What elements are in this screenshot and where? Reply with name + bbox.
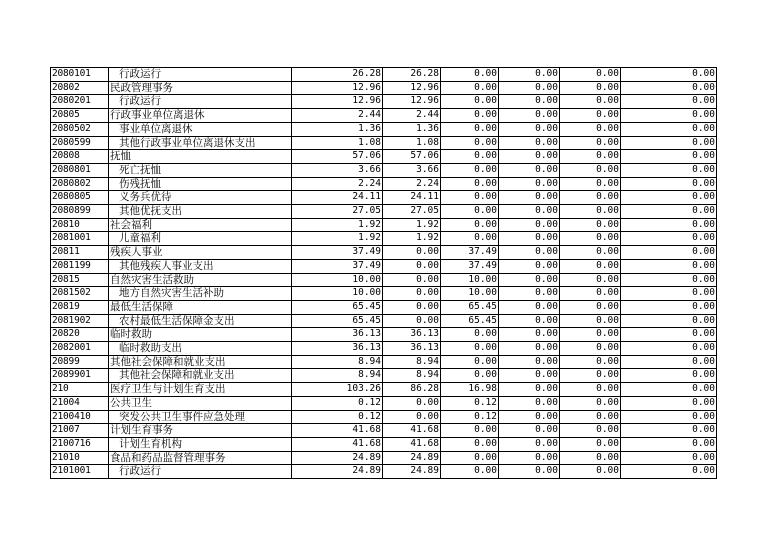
amount-cell: 24.89 [292, 451, 383, 465]
subject-name-cell: 事业单位离退休 [109, 122, 292, 136]
subject-name-cell: 儿童福利 [109, 232, 292, 246]
amount-cell: 0.00 [441, 424, 499, 438]
amount-cell: 0.00 [560, 369, 621, 383]
amount-cell: 24.89 [383, 451, 441, 465]
amount-cell: 1.92 [292, 218, 383, 232]
amount-cell: 24.11 [383, 191, 441, 205]
subject-name-cell: 死亡抚恤 [109, 163, 292, 177]
amount-cell: 37.49 [292, 259, 383, 273]
amount-cell: 0.00 [621, 314, 717, 328]
amount-cell: 0.00 [560, 150, 621, 164]
amount-cell: 0.00 [499, 218, 560, 232]
amount-cell: 0.00 [560, 122, 621, 136]
amount-cell: 10.00 [292, 287, 383, 301]
amount-cell: 0.00 [441, 355, 499, 369]
amount-cell: 0.00 [560, 177, 621, 191]
amount-cell: 1.08 [292, 136, 383, 150]
table-row [51, 451, 717, 465]
amount-cell: 0.00 [621, 205, 717, 219]
amount-cell: 0.00 [499, 136, 560, 150]
subject-name-cell: 其他社会保障和就业支出 [109, 369, 292, 383]
table-row [51, 95, 717, 109]
amount-cell: 0.00 [560, 136, 621, 150]
amount-cell: 0.00 [499, 314, 560, 328]
amount-cell: 0.00 [621, 81, 717, 95]
amount-cell: 0.00 [499, 465, 560, 479]
amount-cell: 2.24 [383, 177, 441, 191]
amount-cell: 0.00 [560, 81, 621, 95]
table-row [51, 246, 717, 260]
subject-code-cell: 20811 [51, 246, 109, 260]
amount-cell: 0.12 [292, 396, 383, 410]
amount-cell: 0.00 [560, 68, 621, 82]
amount-cell: 0.00 [560, 287, 621, 301]
amount-cell: 0.00 [499, 191, 560, 205]
amount-cell: 0.00 [621, 383, 717, 397]
amount-cell: 1.92 [383, 232, 441, 246]
subject-code-cell: 20899 [51, 355, 109, 369]
subject-name-cell: 其他社会保障和就业支出 [109, 355, 292, 369]
subject-name-cell: 公共卫生 [109, 396, 292, 410]
table-row [51, 163, 717, 177]
subject-code-cell: 2080801 [51, 163, 109, 177]
amount-cell: 0.00 [383, 273, 441, 287]
amount-cell: 0.00 [499, 177, 560, 191]
amount-cell: 0.00 [441, 177, 499, 191]
table-row [51, 109, 717, 123]
subject-code-cell: 210 [51, 383, 109, 397]
amount-cell: 0.00 [499, 109, 560, 123]
subject-name-cell: 计划生育机构 [109, 437, 292, 451]
amount-cell: 0.00 [499, 205, 560, 219]
amount-cell: 0.00 [499, 81, 560, 95]
amount-cell: 0.00 [560, 109, 621, 123]
subject-name-cell: 行政运行 [109, 95, 292, 109]
amount-cell: 0.00 [441, 122, 499, 136]
amount-cell: 0.00 [441, 465, 499, 479]
subject-name-cell: 食品和药品监督管理事务 [109, 451, 292, 465]
amount-cell: 1.92 [383, 218, 441, 232]
amount-cell: 0.00 [560, 300, 621, 314]
amount-cell: 0.00 [499, 451, 560, 465]
subject-code-cell: 20810 [51, 218, 109, 232]
subject-name-cell: 突发公共卫生事件应急处理 [109, 410, 292, 424]
amount-cell: 24.89 [383, 465, 441, 479]
amount-cell: 0.00 [441, 232, 499, 246]
subject-code-cell: 2101001 [51, 465, 109, 479]
table-row [51, 273, 717, 287]
amount-cell: 0.00 [621, 437, 717, 451]
subject-code-cell: 21004 [51, 396, 109, 410]
subject-name-cell: 临时救助 [109, 328, 292, 342]
amount-cell: 8.94 [292, 369, 383, 383]
amount-cell: 0.00 [560, 232, 621, 246]
amount-cell: 2.44 [383, 109, 441, 123]
amount-cell: 0.00 [621, 300, 717, 314]
amount-cell: 1.36 [383, 122, 441, 136]
amount-cell: 0.00 [560, 465, 621, 479]
amount-cell: 0.00 [560, 410, 621, 424]
subject-code-cell: 2081902 [51, 314, 109, 328]
amount-cell: 0.00 [499, 396, 560, 410]
amount-cell: 0.00 [621, 246, 717, 260]
amount-cell: 0.12 [441, 410, 499, 424]
subject-code-cell: 2081502 [51, 287, 109, 301]
subject-code-cell: 2089901 [51, 369, 109, 383]
amount-cell: 0.00 [441, 150, 499, 164]
amount-cell: 0.00 [499, 287, 560, 301]
amount-cell: 65.45 [292, 300, 383, 314]
subject-name-cell: 伤残抚恤 [109, 177, 292, 191]
amount-cell: 0.00 [499, 437, 560, 451]
amount-cell: 0.00 [621, 177, 717, 191]
subject-code-cell: 2100716 [51, 437, 109, 451]
subject-code-cell: 2080502 [51, 122, 109, 136]
amount-cell: 36.13 [292, 342, 383, 356]
amount-cell: 0.00 [499, 369, 560, 383]
amount-cell: 0.00 [621, 218, 717, 232]
amount-cell: 0.00 [441, 328, 499, 342]
subject-name-cell: 社会福利 [109, 218, 292, 232]
table-row [51, 232, 717, 246]
table-row [51, 218, 717, 232]
amount-cell: 8.94 [292, 355, 383, 369]
table-row [51, 81, 717, 95]
table-row [51, 410, 717, 424]
subject-name-cell: 义务兵优待 [109, 191, 292, 205]
subject-name-cell: 残疾人事业 [109, 246, 292, 260]
amount-cell: 0.00 [499, 95, 560, 109]
amount-cell: 65.45 [292, 314, 383, 328]
amount-cell: 10.00 [441, 273, 499, 287]
amount-cell: 0.00 [560, 383, 621, 397]
amount-cell: 0.00 [621, 259, 717, 273]
table-row [51, 328, 717, 342]
amount-cell: 2.44 [292, 109, 383, 123]
table-row [51, 287, 717, 301]
amount-cell: 0.00 [560, 424, 621, 438]
subject-name-cell: 临时救助支出 [109, 342, 292, 356]
amount-cell: 0.00 [383, 300, 441, 314]
subject-name-cell: 抚恤 [109, 150, 292, 164]
amount-cell: 0.00 [383, 287, 441, 301]
subject-name-cell: 民政管理事务 [109, 81, 292, 95]
amount-cell: 0.00 [621, 191, 717, 205]
amount-cell: 41.68 [292, 424, 383, 438]
amount-cell: 16.98 [441, 383, 499, 397]
amount-cell: 37.49 [441, 246, 499, 260]
amount-cell: 12.96 [383, 81, 441, 95]
amount-cell: 24.89 [292, 465, 383, 479]
amount-cell: 0.00 [560, 163, 621, 177]
amount-cell: 0.00 [621, 68, 717, 82]
table-row [51, 205, 717, 219]
amount-cell: 0.00 [499, 259, 560, 273]
amount-cell: 0.00 [499, 300, 560, 314]
table-row [51, 424, 717, 438]
amount-cell: 0.00 [621, 328, 717, 342]
amount-cell: 0.00 [499, 410, 560, 424]
amount-cell: 0.00 [499, 163, 560, 177]
amount-cell: 0.00 [499, 342, 560, 356]
subject-code-cell: 21007 [51, 424, 109, 438]
amount-cell: 36.13 [383, 328, 441, 342]
amount-cell: 8.94 [383, 355, 441, 369]
amount-cell: 0.00 [499, 383, 560, 397]
amount-cell: 0.00 [621, 122, 717, 136]
amount-cell: 0.00 [383, 314, 441, 328]
table-row [51, 259, 717, 273]
subject-name-cell: 行政运行 [109, 68, 292, 82]
amount-cell: 0.00 [499, 232, 560, 246]
budget-sheet [50, 67, 717, 479]
amount-cell: 26.28 [292, 68, 383, 82]
amount-cell: 27.05 [383, 205, 441, 219]
amount-cell: 12.96 [383, 95, 441, 109]
table-row [51, 191, 717, 205]
subject-code-cell: 20815 [51, 273, 109, 287]
subject-code-cell: 2080201 [51, 95, 109, 109]
table-row [51, 136, 717, 150]
amount-cell: 0.00 [560, 328, 621, 342]
amount-cell: 0.00 [383, 410, 441, 424]
amount-cell: 0.12 [292, 410, 383, 424]
amount-cell: 0.00 [441, 95, 499, 109]
table-row [51, 437, 717, 451]
subject-code-cell: 2082001 [51, 342, 109, 356]
table-row [51, 465, 717, 479]
amount-cell: 0.00 [560, 259, 621, 273]
amount-cell: 1.36 [292, 122, 383, 136]
subject-code-cell: 2080101 [51, 68, 109, 82]
amount-cell: 0.00 [441, 191, 499, 205]
subject-code-cell: 20802 [51, 81, 109, 95]
amount-cell: 10.00 [441, 287, 499, 301]
amount-cell: 0.00 [441, 451, 499, 465]
amount-cell: 0.00 [499, 273, 560, 287]
amount-cell: 0.00 [560, 95, 621, 109]
table-row [51, 355, 717, 369]
amount-cell: 1.92 [292, 232, 383, 246]
amount-cell: 0.00 [441, 109, 499, 123]
amount-cell: 36.13 [383, 342, 441, 356]
amount-cell: 0.00 [560, 355, 621, 369]
amount-cell: 0.00 [621, 369, 717, 383]
subject-name-cell: 行政事业单位离退休 [109, 109, 292, 123]
amount-cell: 0.00 [499, 68, 560, 82]
amount-cell: 0.12 [441, 396, 499, 410]
subject-code-cell: 20820 [51, 328, 109, 342]
table-row [51, 342, 717, 356]
amount-cell: 0.00 [621, 287, 717, 301]
amount-cell: 0.00 [621, 465, 717, 479]
subject-name-cell: 计划生育事务 [109, 424, 292, 438]
amount-cell: 0.00 [441, 136, 499, 150]
amount-cell: 0.00 [499, 355, 560, 369]
amount-cell: 24.11 [292, 191, 383, 205]
amount-cell: 0.00 [560, 437, 621, 451]
amount-cell: 0.00 [441, 205, 499, 219]
amount-cell: 0.00 [560, 342, 621, 356]
subject-code-cell: 2080599 [51, 136, 109, 150]
amount-cell: 86.28 [383, 383, 441, 397]
amount-cell: 0.00 [560, 191, 621, 205]
amount-cell: 12.96 [292, 95, 383, 109]
amount-cell: 65.45 [441, 314, 499, 328]
amount-cell: 8.94 [383, 369, 441, 383]
amount-cell: 12.96 [292, 81, 383, 95]
amount-cell: 103.26 [292, 383, 383, 397]
amount-cell: 0.00 [499, 150, 560, 164]
amount-cell: 0.00 [560, 246, 621, 260]
amount-cell: 57.06 [383, 150, 441, 164]
amount-cell: 26.28 [383, 68, 441, 82]
table-row [51, 300, 717, 314]
subject-name-cell: 其他优抚支出 [109, 205, 292, 219]
amount-cell: 0.00 [621, 410, 717, 424]
table-row [51, 68, 717, 82]
amount-cell: 0.00 [383, 246, 441, 260]
amount-cell: 0.00 [621, 355, 717, 369]
budget-table [50, 67, 717, 479]
amount-cell: 0.00 [621, 136, 717, 150]
amount-cell: 0.00 [441, 342, 499, 356]
subject-code-cell: 20808 [51, 150, 109, 164]
amount-cell: 2.24 [292, 177, 383, 191]
subject-code-cell: 20805 [51, 109, 109, 123]
subject-name-cell: 其他行政事业单位离退休支出 [109, 136, 292, 150]
subject-code-cell: 2081001 [51, 232, 109, 246]
table-row [51, 122, 717, 136]
amount-cell: 0.00 [441, 369, 499, 383]
amount-cell: 0.00 [560, 396, 621, 410]
amount-cell: 41.68 [383, 424, 441, 438]
subject-name-cell: 最低生活保障 [109, 300, 292, 314]
amount-cell: 57.06 [292, 150, 383, 164]
subject-name-cell: 行政运行 [109, 465, 292, 479]
amount-cell: 0.00 [499, 246, 560, 260]
amount-cell: 0.00 [621, 109, 717, 123]
subject-code-cell: 21010 [51, 451, 109, 465]
budget-table-body [51, 68, 717, 479]
table-row [51, 314, 717, 328]
subject-name-cell: 其他残疾人事业支出 [109, 259, 292, 273]
table-row [51, 369, 717, 383]
amount-cell: 0.00 [441, 437, 499, 451]
subject-code-cell: 2080802 [51, 177, 109, 191]
amount-cell: 0.00 [441, 163, 499, 177]
amount-cell: 0.00 [383, 396, 441, 410]
amount-cell: 41.68 [383, 437, 441, 451]
table-row [51, 150, 717, 164]
amount-cell: 0.00 [499, 122, 560, 136]
amount-cell: 10.00 [292, 273, 383, 287]
amount-cell: 0.00 [560, 218, 621, 232]
amount-cell: 0.00 [499, 424, 560, 438]
subject-name-cell: 农村最低生活保障金支出 [109, 314, 292, 328]
amount-cell: 0.00 [621, 342, 717, 356]
amount-cell: 0.00 [441, 218, 499, 232]
amount-cell: 0.00 [383, 259, 441, 273]
amount-cell: 3.66 [292, 163, 383, 177]
amount-cell: 27.05 [292, 205, 383, 219]
subject-name-cell: 地方自然灾害生活补助 [109, 287, 292, 301]
subject-name-cell: 医疗卫生与计划生育支出 [109, 383, 292, 397]
table-row [51, 396, 717, 410]
subject-code-cell: 2081199 [51, 259, 109, 273]
subject-code-cell: 20819 [51, 300, 109, 314]
subject-code-cell: 2080805 [51, 191, 109, 205]
amount-cell: 0.00 [621, 150, 717, 164]
amount-cell: 0.00 [441, 68, 499, 82]
amount-cell: 0.00 [621, 273, 717, 287]
table-row [51, 383, 717, 397]
table-row [51, 177, 717, 191]
amount-cell: 0.00 [560, 205, 621, 219]
amount-cell: 36.13 [292, 328, 383, 342]
amount-cell: 41.68 [292, 437, 383, 451]
subject-code-cell: 2080899 [51, 205, 109, 219]
amount-cell: 0.00 [621, 451, 717, 465]
amount-cell: 0.00 [441, 81, 499, 95]
amount-cell: 1.08 [383, 136, 441, 150]
subject-name-cell: 自然灾害生活救助 [109, 273, 292, 287]
amount-cell: 0.00 [621, 424, 717, 438]
amount-cell: 37.49 [441, 259, 499, 273]
amount-cell: 0.00 [621, 232, 717, 246]
amount-cell: 0.00 [560, 314, 621, 328]
amount-cell: 0.00 [621, 95, 717, 109]
amount-cell: 65.45 [441, 300, 499, 314]
amount-cell: 37.49 [292, 246, 383, 260]
amount-cell: 0.00 [621, 396, 717, 410]
amount-cell: 0.00 [499, 328, 560, 342]
subject-code-cell: 2100410 [51, 410, 109, 424]
amount-cell: 0.00 [621, 163, 717, 177]
amount-cell: 0.00 [560, 451, 621, 465]
amount-cell: 0.00 [560, 273, 621, 287]
amount-cell: 3.66 [383, 163, 441, 177]
